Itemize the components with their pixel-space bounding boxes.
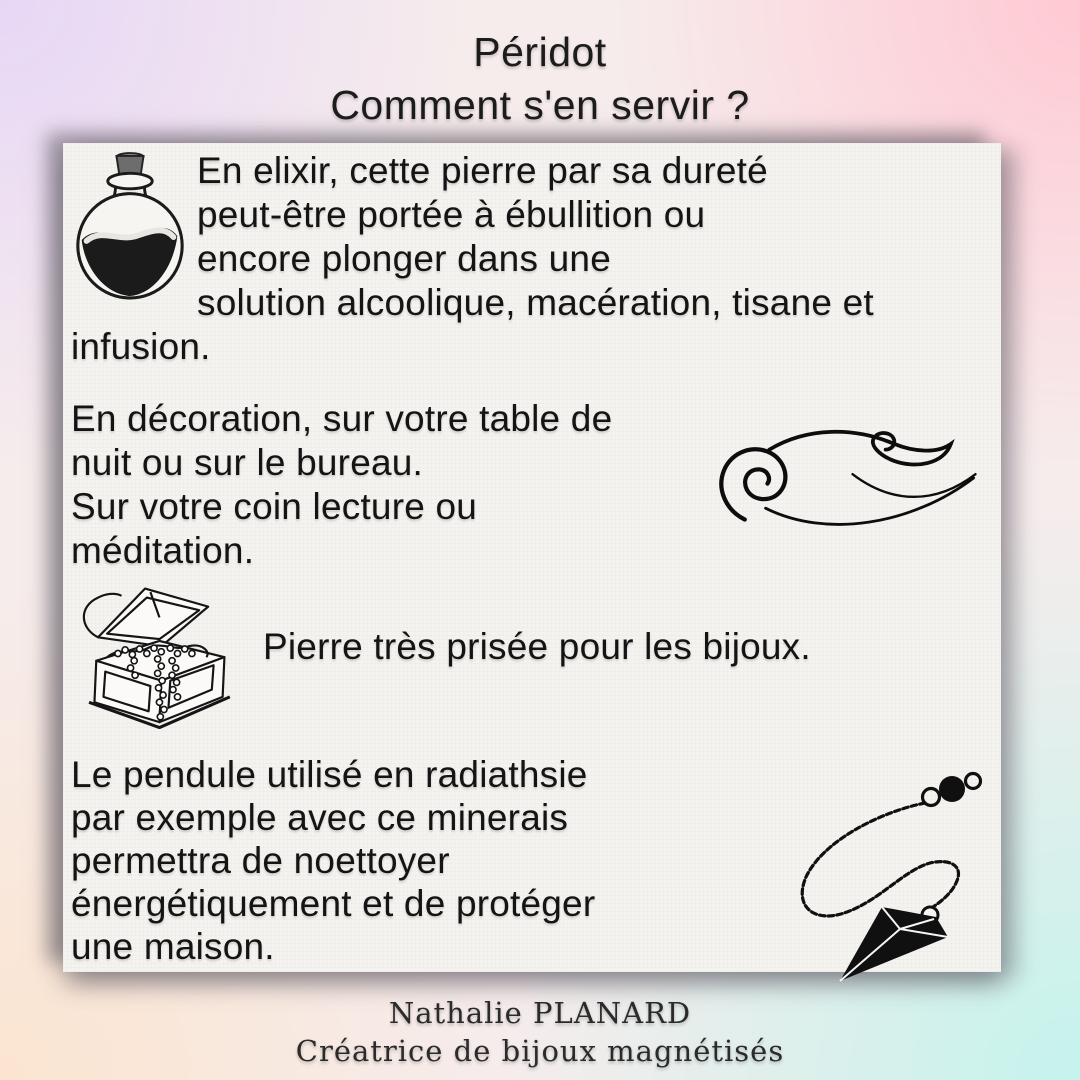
text-line: méditation. <box>71 530 255 571</box>
potion-bottle-icon <box>73 151 187 301</box>
text-line: permettra de noettoyer <box>71 840 450 881</box>
text-line: Sur votre coin lecture ou <box>71 486 478 527</box>
text-line: énergétiquement et de protéger <box>71 883 596 924</box>
paragraph-bijoux <box>71 579 995 731</box>
text-line: encore plonger dans une <box>197 238 611 279</box>
text-line: infusion. <box>71 326 211 367</box>
title-line-2: Comment s'en servir ? <box>330 82 750 128</box>
paragraph-elixir <box>71 149 995 369</box>
text-line: Pierre très prisée pour les bijoux. <box>263 626 811 667</box>
paragraph-decoration <box>71 397 995 573</box>
text-line: solution alcoolique, macération, tisane et <box>197 282 874 323</box>
text-line: Le pendule utilisé en radiathsie <box>71 754 588 795</box>
text-line: En décoration, sur votre table de <box>71 398 613 439</box>
content-card <box>63 143 1001 972</box>
footer-tagline: Créatrice de bijoux magnétisés <box>295 1034 785 1068</box>
footer <box>0 994 1080 1070</box>
page-title <box>0 26 1080 132</box>
paragraph-pendule <box>71 753 995 968</box>
text-line: par exemple avec ce minerais <box>71 797 569 838</box>
text-line: nuit ou sur le bureau. <box>71 442 424 483</box>
text-line: En elixir, cette pierre par sa dureté <box>197 150 768 191</box>
treasure-chest-icon <box>71 579 247 729</box>
title-line-1: Péridot <box>473 29 607 75</box>
text-line: une maison. <box>71 926 275 967</box>
pendulum-icon <box>784 759 989 984</box>
footer-name: Nathalie PLANARD <box>388 996 692 1030</box>
text-line: peut-être portée à ébullition ou <box>197 194 706 235</box>
flourish-swirl-icon <box>709 425 981 529</box>
